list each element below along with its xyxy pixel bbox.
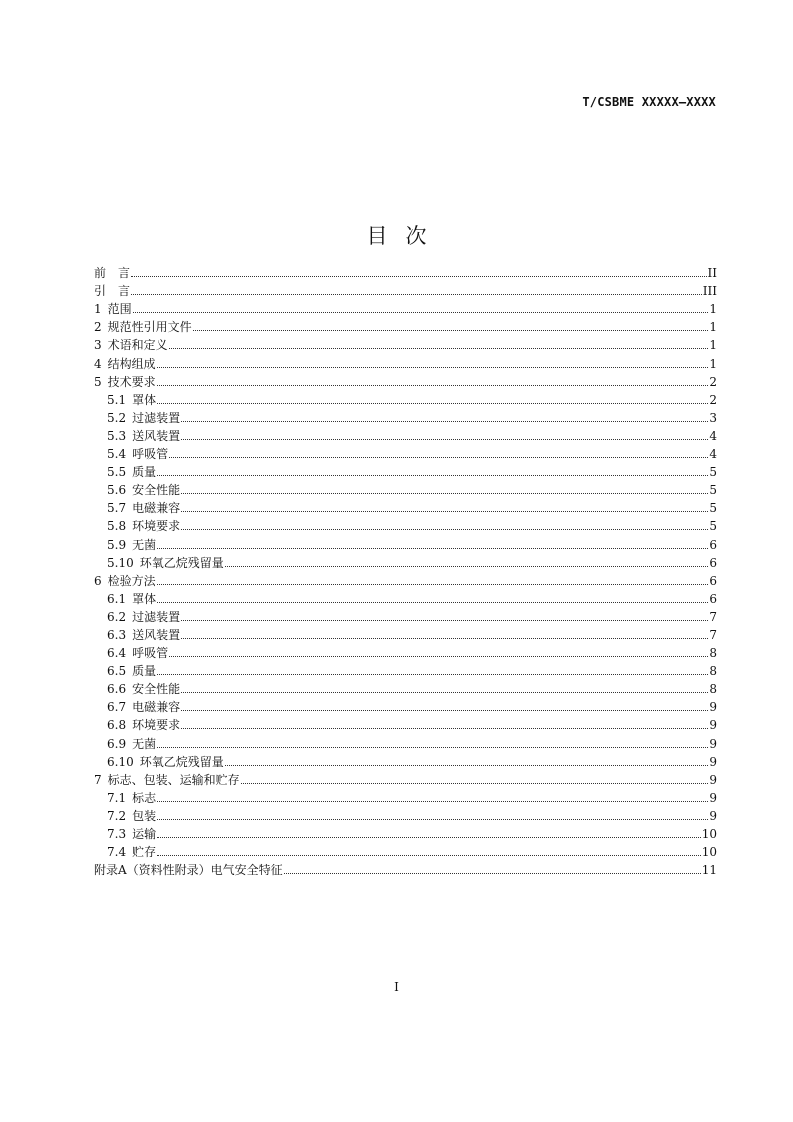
toc-entry-number: 5.2 <box>107 410 127 425</box>
toc-entry[interactable] <box>94 481 717 499</box>
toc-entry-text: 无菌 <box>132 736 157 751</box>
toc-entry[interactable] <box>94 535 717 553</box>
toc-entry-page: 6 <box>709 537 717 552</box>
toc-entry[interactable] <box>94 264 717 282</box>
toc-entry-number: 6.6 <box>107 682 127 697</box>
toc-entry-label <box>94 861 283 879</box>
toc-entry-page: 1 <box>709 356 717 371</box>
toc-entry-number: 6.5 <box>107 664 127 679</box>
toc-entry-number: 4 <box>94 356 102 371</box>
toc-dot-leader <box>181 710 708 711</box>
toc-dot-leader <box>131 276 707 277</box>
toc-entry-label <box>94 680 180 698</box>
toc-dot-leader <box>157 855 701 856</box>
toc-entry-text: 包装 <box>132 808 157 823</box>
toc-entry-label <box>94 825 156 843</box>
toc-entry-text: 附录A（资料性附录）电气安全特征 <box>94 863 283 878</box>
toc-entry-text: 检验方法 <box>107 573 156 588</box>
toc-entry-text: 质量 <box>132 465 157 480</box>
toc-dot-leader <box>241 783 709 784</box>
toc-dot-leader <box>181 493 708 494</box>
toc-entry-text: 安全性能 <box>132 682 181 697</box>
toc-entry[interactable] <box>94 626 717 644</box>
toc-entry[interactable] <box>94 807 717 825</box>
toc-entry-number: 3 <box>94 338 102 353</box>
toc-entry-label <box>94 499 180 517</box>
toc-entry-number: 7 <box>94 772 102 787</box>
toc-entry[interactable] <box>94 753 717 771</box>
toc-entry-page: 7 <box>709 609 717 624</box>
toc-entry-label <box>94 264 130 282</box>
toc-entry-text: 罩体 <box>132 591 157 606</box>
toc-entry-label <box>94 789 156 807</box>
toc-entry-text: 技术要求 <box>107 374 156 389</box>
toc-entry-page: 6 <box>709 555 717 570</box>
toc-entry-number: 5.4 <box>107 447 127 462</box>
toc-dot-leader <box>225 765 709 766</box>
toc-entry[interactable] <box>94 354 717 372</box>
toc-dot-leader <box>133 312 709 313</box>
toc-entry[interactable] <box>94 373 717 391</box>
toc-entry-page: 4 <box>709 428 717 443</box>
toc-entry-text: 标志、包装、运输和贮存 <box>107 772 240 787</box>
toc-entry-page: 9 <box>709 772 717 787</box>
toc-entry-number: 6.4 <box>107 646 127 661</box>
toc-entry-page: 7 <box>709 627 717 642</box>
toc-entry[interactable] <box>94 789 717 807</box>
toc-entry[interactable] <box>94 300 717 318</box>
toc-entry-page: 1 <box>709 302 717 317</box>
toc-entry-text: 送风装置 <box>132 428 181 443</box>
toc-entry-page: 5 <box>709 501 717 516</box>
toc-entry-text: 电磁兼容 <box>132 700 181 715</box>
toc-entry-label <box>94 644 168 662</box>
toc-entry-text: 电磁兼容 <box>132 501 181 516</box>
toc-entry-label <box>94 300 132 318</box>
toc-entry-page: 9 <box>709 808 717 823</box>
toc-entry[interactable] <box>94 318 717 336</box>
toc-entry[interactable] <box>94 608 717 626</box>
toc-entry-page: 3 <box>709 410 717 425</box>
toc-entry-page: 8 <box>709 682 717 697</box>
toc-entry-page: 2 <box>709 392 717 407</box>
toc-entry-text: 过滤装置 <box>132 410 181 425</box>
toc-entry-text: 环氧乙烷残留量 <box>139 555 224 570</box>
toc-entry-text: 规范性引用文件 <box>107 320 192 335</box>
toc-entry[interactable] <box>94 445 717 463</box>
toc-entry-number: 5.5 <box>107 465 127 480</box>
toc-entry-page: 5 <box>709 519 717 534</box>
toc-entry-text: 前 言 <box>94 266 131 281</box>
toc-entry-page: 1 <box>709 338 717 353</box>
toc-entry-label <box>94 409 180 427</box>
toc-dot-leader <box>181 638 708 639</box>
toc-dot-leader <box>157 674 708 675</box>
toc-entry-number: 7.1 <box>107 790 127 805</box>
toc-entry-page: 8 <box>709 664 717 679</box>
toc-dot-leader <box>169 457 708 458</box>
toc-entry[interactable] <box>94 499 717 517</box>
toc-dot-leader <box>225 566 709 567</box>
toc-entry-label <box>94 716 180 734</box>
toc-list <box>94 264 717 879</box>
toc-entry[interactable] <box>94 336 717 354</box>
toc-entry-label <box>94 536 156 554</box>
toc-entry[interactable] <box>94 517 717 535</box>
toc-dot-leader <box>157 837 701 838</box>
toc-dot-leader <box>157 403 708 404</box>
toc-entry-text: 术语和定义 <box>107 338 168 353</box>
toc-entry-number: 6.8 <box>107 718 127 733</box>
toc-entry-label <box>94 626 180 644</box>
toc-entry-page: 8 <box>709 646 717 661</box>
toc-dot-leader <box>284 873 701 874</box>
toc-entry-label <box>94 463 156 481</box>
toc-entry-label <box>94 771 240 789</box>
toc-entry-page: 10 <box>701 845 717 860</box>
toc-entry-number: 1 <box>94 302 102 317</box>
toc-entry-label <box>94 572 156 590</box>
toc-entry[interactable] <box>94 843 717 861</box>
toc-entry-number: 6.7 <box>107 700 127 715</box>
toc-title-char: 目 <box>366 224 388 249</box>
toc-entry-text: 呼吸管 <box>132 447 169 462</box>
toc-entry-text: 贮存 <box>132 845 157 860</box>
toc-entry-page: 1 <box>709 320 717 335</box>
toc-dot-leader <box>157 385 709 386</box>
toc-entry-number: 5.6 <box>107 483 127 498</box>
toc-entry-text: 范围 <box>107 302 132 317</box>
toc-entry-text: 运输 <box>132 827 157 841</box>
toc-entry-number: 5.10 <box>107 555 134 570</box>
toc-entry-label <box>94 481 180 499</box>
toc-entry-label <box>94 662 156 680</box>
toc-entry-text: 呼吸管 <box>132 646 169 661</box>
toc-entry-number: 5 <box>94 374 102 389</box>
toc-dot-leader <box>157 584 709 585</box>
toc-entry-label <box>94 753 224 771</box>
toc-dot-leader <box>181 692 708 693</box>
toc-dot-leader <box>157 819 708 820</box>
toc-entry-number: 6.1 <box>107 591 127 606</box>
toc-entry-number: 6.10 <box>107 754 134 769</box>
toc-dot-leader <box>157 801 708 802</box>
toc-entry-number: 6 <box>94 573 102 588</box>
toc-entry-label <box>94 517 180 535</box>
toc-entry-page: 9 <box>709 754 717 769</box>
toc-dot-leader <box>193 330 709 331</box>
toc-entry[interactable] <box>94 644 717 662</box>
toc-entry[interactable] <box>94 698 717 716</box>
toc-entry-label <box>94 608 180 626</box>
toc-entry-page: 10 <box>701 827 717 841</box>
toc-entry[interactable] <box>94 463 717 481</box>
toc-entry-label <box>94 391 156 409</box>
toc-entry-page: 5 <box>709 483 717 498</box>
toc-entry-number: 2 <box>94 320 102 335</box>
toc-entry-text: 环境要求 <box>132 519 181 534</box>
toc-title <box>0 220 793 250</box>
toc-entry-text: 标志 <box>132 790 157 805</box>
toc-entry-number: 6.3 <box>107 627 127 642</box>
toc-entry-label <box>94 445 168 463</box>
toc-entry[interactable] <box>94 427 717 445</box>
toc-entry-text: 过滤装置 <box>132 609 181 624</box>
toc-entry-label <box>94 735 156 753</box>
toc-entry-page: 9 <box>709 718 717 733</box>
toc-entry-number: 7.3 <box>107 827 127 841</box>
toc-dot-leader <box>169 348 709 349</box>
toc-dot-leader <box>181 529 708 530</box>
toc-dot-leader <box>157 548 708 549</box>
toc-entry-label <box>94 355 156 373</box>
toc-entry[interactable] <box>94 282 717 300</box>
toc-entry[interactable] <box>94 590 717 608</box>
toc-entry-page: 9 <box>709 736 717 751</box>
toc-entry-number: 6.2 <box>107 609 127 624</box>
toc-entry-text: 罩体 <box>132 392 157 407</box>
toc-entry-number: 5.1 <box>107 392 127 407</box>
toc-entry-page: 2 <box>709 374 717 389</box>
toc-entry-label <box>94 590 156 608</box>
toc-dot-leader <box>131 294 702 295</box>
toc-entry[interactable] <box>94 716 717 734</box>
toc-entry-number: 5.8 <box>107 519 127 534</box>
toc-entry-number: 6.9 <box>107 736 127 751</box>
toc-entry-text: 环氧乙烷残留量 <box>139 754 224 769</box>
toc-entry-label <box>94 373 156 391</box>
toc-dot-leader <box>157 475 708 476</box>
toc-entry-page: 11 <box>701 863 717 878</box>
toc-dot-leader <box>169 656 708 657</box>
toc-entry[interactable] <box>94 409 717 427</box>
toc-entry-label <box>94 554 224 572</box>
toc-entry-text: 环境要求 <box>132 718 181 733</box>
toc-entry-number: 5.9 <box>107 537 127 552</box>
toc-entry[interactable] <box>94 734 717 752</box>
toc-entry-page: 6 <box>709 573 717 588</box>
toc-entry[interactable] <box>94 572 717 590</box>
toc-dot-leader <box>157 602 708 603</box>
toc-title-char: 次 <box>405 224 427 249</box>
toc-dot-leader <box>181 728 708 729</box>
toc-entry-number: 7.2 <box>107 808 127 823</box>
toc-entry-text: 安全性能 <box>132 483 181 498</box>
toc-entry-text: 引 言 <box>94 284 131 299</box>
toc-entry[interactable] <box>94 861 717 879</box>
toc-entry-page: 9 <box>709 790 717 805</box>
toc-entry-text: 无菌 <box>132 537 157 552</box>
toc-entry-label <box>94 318 192 336</box>
toc-entry[interactable] <box>94 391 717 409</box>
toc-entry-label <box>94 843 156 861</box>
toc-dot-leader <box>181 421 708 422</box>
toc-entry-number: 7.4 <box>107 845 127 860</box>
toc-entry-page: 4 <box>709 447 717 462</box>
toc-dot-leader <box>181 439 708 440</box>
toc-entry-text: 结构组成 <box>107 356 156 371</box>
page-number: I <box>394 980 399 994</box>
toc-entry-label <box>94 336 168 354</box>
toc-entry[interactable] <box>94 680 717 698</box>
toc-entry[interactable] <box>94 554 717 572</box>
toc-dot-leader <box>157 367 709 368</box>
toc-dot-leader <box>181 511 708 512</box>
toc-entry[interactable] <box>94 771 717 789</box>
toc-entry-label <box>94 807 156 825</box>
toc-entry-page: 9 <box>709 700 717 715</box>
toc-entry-page: II <box>707 266 717 281</box>
toc-entry-text: 质量 <box>132 664 157 679</box>
toc-dot-leader <box>157 747 708 748</box>
toc-entry-number: 5.7 <box>107 501 127 516</box>
toc-entry-label <box>94 698 180 716</box>
toc-entry-label <box>94 282 130 300</box>
toc-entry-page: 6 <box>709 591 717 606</box>
toc-entry-text: 送风装置 <box>132 627 181 642</box>
toc-dot-leader <box>181 620 708 621</box>
toc-entry-number: 5.3 <box>107 428 127 443</box>
toc-entry[interactable] <box>94 825 717 843</box>
toc-entry-page: 5 <box>709 465 717 480</box>
toc-entry[interactable] <box>94 662 717 680</box>
document-code: T/CSBME XXXXX—XXXX <box>582 95 716 109</box>
toc-entry-label <box>94 427 180 445</box>
toc-entry-page: III <box>702 284 717 299</box>
